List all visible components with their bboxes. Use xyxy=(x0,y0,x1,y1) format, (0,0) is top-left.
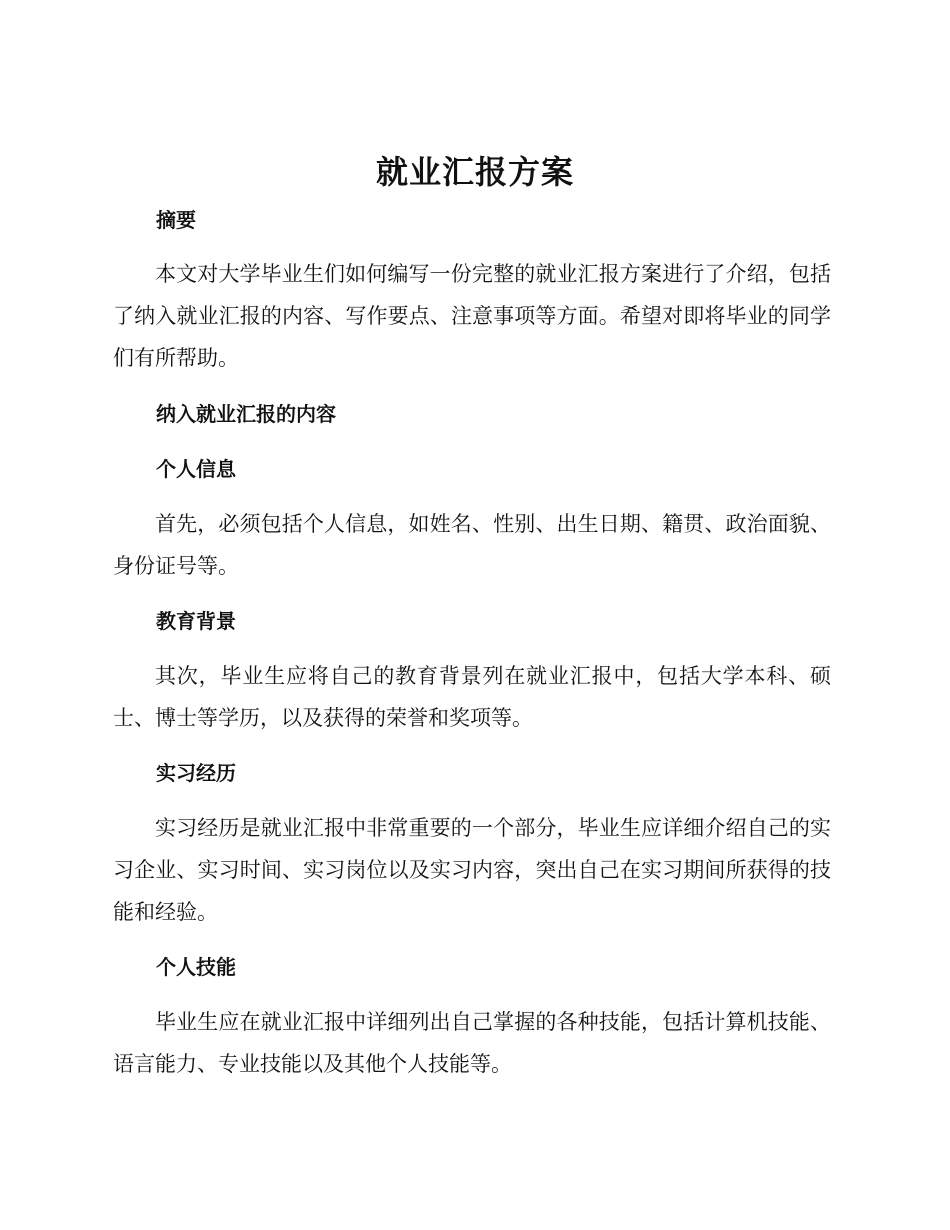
paragraph-internship: 实习经历是就业汇报中非常重要的一个部分，毕业生应详细介绍自己的实习企业、实习时间、实习岗位以及实习内容，突出自己在实习期间所获得的技能和经验。 xyxy=(113,816,831,924)
section-heading-skills: 个人技能 xyxy=(156,955,236,979)
section-heading-contents: 纳入就业汇报的内容 xyxy=(156,402,336,426)
paragraph-personal-info: 首先，必须包括个人信息，如姓名、性别、出生日期、籍贯、政治面貌、身份证号等。 xyxy=(113,512,831,578)
paragraph-skills: 毕业生应在就业汇报中详细列出自己掌握的各种技能，包括计算机技能、语言能力、专业技能以及其他个人技能等。 xyxy=(113,1010,831,1076)
paragraph-abstract: 本文对大学毕业生们如何编写一份完整的就业汇报方案进行了介绍，包括了纳入就业汇报的内容、写作要点、注意事项等方面。希望对即将毕业的同学们有所帮助。 xyxy=(113,262,831,370)
document-title: 就业汇报方案 xyxy=(375,153,574,191)
section-heading-abstract: 摘要 xyxy=(156,208,196,232)
section-heading-internship: 实习经历 xyxy=(156,761,236,785)
section-heading-personal-info: 个人信息 xyxy=(156,457,236,481)
section-heading-education: 教育背景 xyxy=(156,609,236,633)
paragraph-education: 其次，毕业生应将自己的教育背景列在就业汇报中，包括大学本科、硕士、博士等学历，以及获得的荣誉和奖项等。 xyxy=(113,664,831,730)
